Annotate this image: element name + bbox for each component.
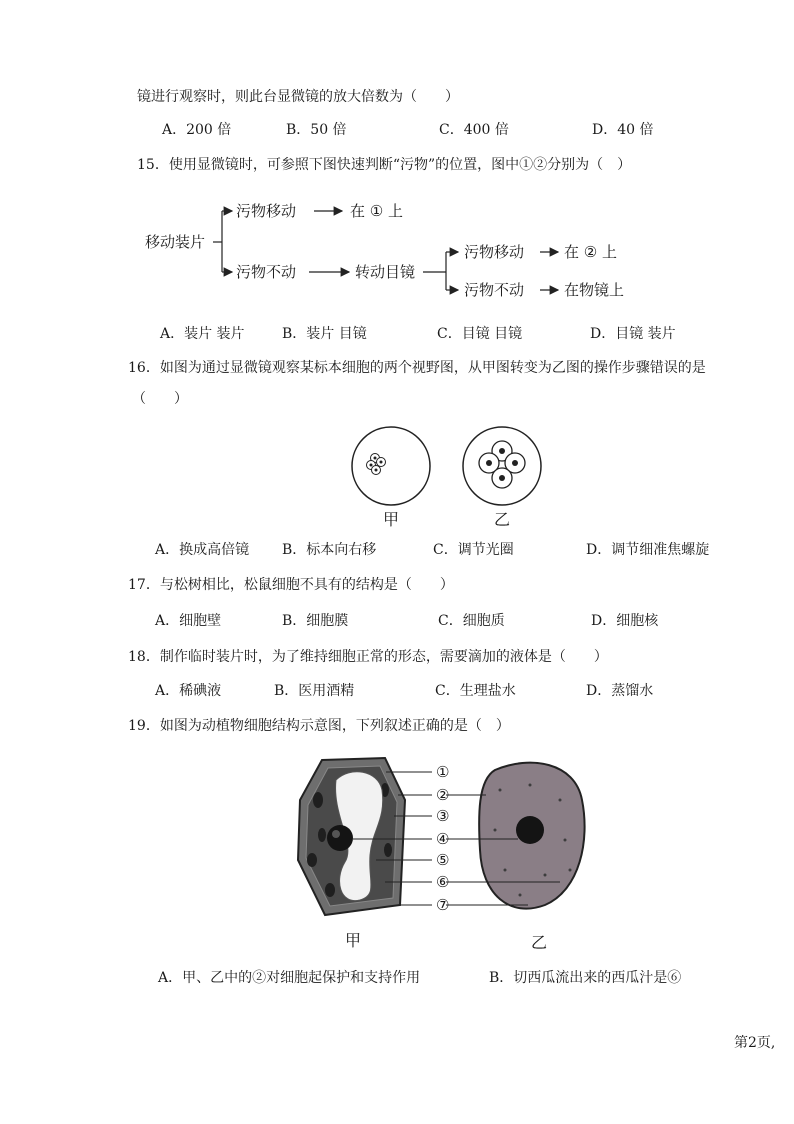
cell-label-3: ③: [436, 807, 450, 825]
q18-option-d: D．蒸馏水: [586, 683, 654, 699]
q16-option-b: B．标本向右移: [282, 542, 377, 558]
q17-option-a: A．细胞壁: [155, 613, 222, 629]
q16-caption-yi: 乙: [494, 510, 511, 529]
q16-option-c: C．调节光圈: [433, 542, 514, 558]
flow-start: 移动装片: [145, 233, 206, 251]
q17-option-c: C．细胞质: [438, 613, 505, 629]
q18-stem: 18．制作临时装片时，为了维持细胞正常的形态，需要滴加的液体是（ ）: [128, 649, 608, 665]
flow-turn: 转动目镜: [355, 263, 416, 281]
q14-option-c: C．400 倍: [439, 122, 509, 138]
q18-option-b: B．医用酒精: [274, 683, 355, 699]
q15-option-a: A．装片 装片: [160, 326, 245, 342]
cell-label-2: ②: [436, 786, 450, 804]
q16-paren: （ ）: [132, 391, 188, 407]
q15-option-c: C．目镜 目镜: [437, 326, 523, 342]
q16-caption-jia: 甲: [383, 510, 400, 529]
cell-label-1: ①: [436, 763, 450, 781]
flow-move: 污物移动: [236, 202, 297, 220]
q19-caption-jia: 甲: [345, 931, 362, 950]
flow-move2: 污物移动: [464, 243, 525, 261]
q19-option-b: B．切西瓜流出来的西瓜汁是⑥: [489, 970, 682, 986]
cell-label-4: ④: [436, 830, 450, 848]
q16-option-d: D．调节细准焦螺旋: [586, 542, 710, 558]
flow-still: 污物不动: [236, 263, 297, 281]
page-number: 第2页,: [734, 1035, 776, 1051]
flow-result3: 在物镜上: [564, 281, 625, 299]
cell-label-7: ⑦: [436, 896, 450, 914]
q15-stem: 15．使用显微镜时，可参照下图快速判断“污物”的位置，图中①②分别为（ ）: [137, 157, 632, 173]
q16-stem: 16．如图为通过显微镜观察某标本细胞的两个视野图，从甲图转变为乙图的操作步骤错误的是: [128, 360, 706, 376]
q18-option-a: A．稀碘液: [155, 683, 222, 699]
q17-stem: 17．与松树相比，松鼠细胞不具有的结构是（ ）: [128, 577, 454, 593]
q14-option-a: A．200 倍: [162, 122, 232, 138]
q15-option-b: B．装片 目镜: [282, 326, 367, 342]
q17-option-d: D．细胞核: [591, 613, 659, 629]
q18-option-c: C．生理盐水: [435, 683, 516, 699]
flow-still2: 污物不动: [464, 281, 525, 299]
q19-option-a: A．甲、乙中的②对细胞起保护和支持作用: [158, 970, 421, 986]
q17-option-b: B．细胞膜: [282, 613, 349, 629]
q14-option-b: B．50 倍: [286, 122, 347, 138]
q14-stem-tail: 镜进行观察时，则此台显微镜的放大倍数为（ ）: [137, 89, 459, 105]
q19-stem: 19．如图为动植物细胞结构示意图，下列叙述正确的是（ ）: [128, 718, 510, 734]
flow-result2: 在 ② 上: [564, 243, 617, 261]
flow-result1: 在 ① 上: [350, 202, 403, 220]
cell-label-6: ⑥: [436, 873, 450, 891]
q16-option-a: A．换成高倍镜: [155, 542, 250, 558]
q14-option-d: D．40 倍: [592, 122, 654, 138]
q15-option-d: D．目镜 装片: [590, 326, 676, 342]
q19-caption-yi: 乙: [531, 933, 548, 952]
cell-label-5: ⑤: [436, 851, 450, 869]
